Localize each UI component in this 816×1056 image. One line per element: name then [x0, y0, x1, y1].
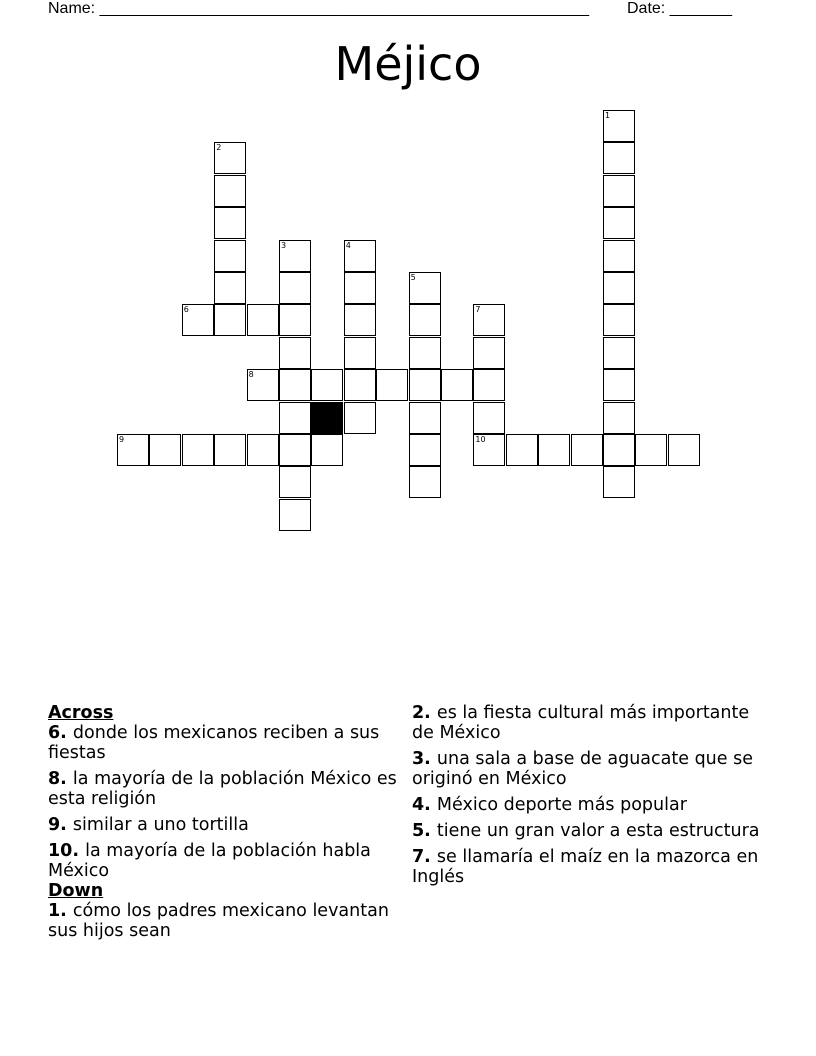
cell-number: 5 — [410, 273, 416, 282]
crossword-cell[interactable] — [603, 175, 635, 207]
crossword-cell[interactable] — [603, 369, 635, 401]
cell-number: 2 — [216, 143, 222, 153]
crossword-cell[interactable] — [279, 337, 311, 369]
crossword-cell[interactable] — [409, 402, 441, 434]
across-clue-list — [48, 723, 400, 881]
crossword-cell[interactable] — [344, 240, 376, 272]
clue-number: 6. — [48, 723, 67, 743]
clue-text: similar a uno tortilla — [72, 815, 249, 835]
crossword-cell[interactable] — [473, 369, 505, 401]
crossword-cell[interactable] — [668, 434, 700, 466]
crossword-cell[interactable] — [473, 304, 505, 336]
crossword-cell[interactable] — [409, 304, 441, 336]
clue-down-4 — [412, 795, 772, 815]
crossword-cell[interactable] — [279, 369, 311, 401]
cell-number: 8 — [248, 370, 254, 380]
clue-number: 10. — [48, 841, 80, 861]
crossword-cell[interactable] — [538, 434, 570, 466]
crossword-cell[interactable] — [214, 175, 246, 207]
clue-text: una sala a base de aguacate que se originó en México — [412, 749, 753, 789]
clue-down-1 — [48, 901, 400, 941]
date-field[interactable]: Date: _______ — [627, 0, 732, 17]
crossword-cell[interactable] — [473, 434, 505, 466]
clue-text: se llamaría el maíz en la mazorca en Inglés — [412, 847, 759, 887]
crossword-cell[interactable] — [247, 304, 279, 336]
cell-number: 1 — [605, 111, 611, 120]
clue-across-10 — [48, 841, 400, 881]
clues-column-right — [412, 703, 772, 893]
crossword-cell[interactable] — [279, 499, 311, 531]
crossword-cell[interactable] — [506, 434, 538, 466]
crossword-cell[interactable] — [311, 369, 343, 401]
clues-column-left — [48, 703, 400, 947]
down-heading: Down — [48, 881, 104, 901]
crossword-cell[interactable] — [311, 434, 343, 466]
cell-number: 4 — [345, 240, 351, 250]
cell-number: 3 — [281, 240, 287, 250]
crossword-cell[interactable] — [344, 304, 376, 336]
crossword-cell[interactable] — [279, 304, 311, 336]
crossword-cell[interactable] — [603, 110, 635, 142]
crossword-cell[interactable] — [409, 272, 441, 304]
crossword-cell[interactable] — [247, 369, 279, 401]
crossword-cell[interactable] — [603, 434, 635, 466]
clue-number: 5. — [412, 821, 431, 841]
crossword-cell[interactable] — [182, 434, 214, 466]
crossword-cell[interactable] — [344, 272, 376, 304]
page-title: Méjico — [334, 37, 482, 91]
cell-number: 10 — [475, 435, 486, 444]
clue-across-6 — [48, 723, 400, 763]
crossword-cell[interactable] — [409, 369, 441, 401]
crossword-cell[interactable] — [603, 272, 635, 304]
crossword-cell[interactable] — [635, 434, 667, 466]
crossword-cell[interactable] — [409, 434, 441, 466]
crossword-cell[interactable] — [409, 337, 441, 369]
clue-number: 1. — [48, 901, 67, 921]
crossword-cell[interactable] — [376, 369, 408, 401]
crossword-cell[interactable] — [279, 240, 311, 272]
crossword-cell[interactable] — [214, 304, 246, 336]
crossword-cell[interactable] — [344, 402, 376, 434]
across-heading: Across — [48, 703, 114, 723]
crossword-cell[interactable] — [214, 207, 246, 239]
crossword-cell[interactable] — [344, 369, 376, 401]
crossword-cell[interactable] — [571, 434, 603, 466]
crossword-cell[interactable] — [603, 337, 635, 369]
crossword-cell[interactable] — [603, 304, 635, 336]
crossword-cell[interactable] — [603, 207, 635, 239]
clue-down-2 — [412, 703, 772, 743]
crossword-cell[interactable] — [279, 434, 311, 466]
crossword-cell[interactable] — [214, 142, 246, 174]
name-field[interactable]: Name: _______________________________________________________ — [48, 0, 589, 17]
clue-text: México deporte más popular — [436, 795, 687, 815]
crossword-cell[interactable] — [603, 466, 635, 498]
clue-text: la mayoría de la población habla México — [48, 841, 371, 881]
crossword-cell[interactable] — [214, 240, 246, 272]
crossword-cell[interactable] — [214, 272, 246, 304]
crossword-cell[interactable] — [182, 304, 214, 336]
clue-text: cómo los padres mexicano levantan sus hijos sean — [48, 901, 389, 941]
clue-text: tiene un gran valor a esta estructura — [436, 821, 760, 841]
crossword-cell[interactable] — [603, 402, 635, 434]
clue-number: 7. — [412, 847, 431, 867]
clue-down-5 — [412, 821, 772, 841]
crossword-cell[interactable] — [117, 434, 149, 466]
crossword-cell[interactable] — [473, 337, 505, 369]
clue-number: 9. — [48, 815, 67, 835]
cell-number: 7 — [475, 305, 481, 315]
clue-down-3 — [412, 749, 772, 789]
clue-text: donde los mexicanos reciben a sus fiestas — [48, 723, 380, 763]
clue-number: 3. — [412, 749, 431, 769]
crossword-cell[interactable] — [279, 466, 311, 498]
clue-across-9 — [48, 815, 400, 835]
clue-text: la mayoría de la población México es esta religión — [48, 769, 397, 809]
clue-number: 2. — [412, 703, 431, 723]
clue-across-8 — [48, 769, 400, 809]
crossword-cell[interactable] — [279, 402, 311, 434]
crossword-cell[interactable] — [279, 272, 311, 304]
cell-number: 9 — [119, 435, 125, 444]
clue-down-7 — [412, 847, 772, 887]
clue-text: es la fiesta cultural más importante de México — [412, 703, 750, 743]
crossword-cell[interactable] — [409, 466, 441, 498]
crossword-cell[interactable] — [214, 434, 246, 466]
clue-number: 4. — [412, 795, 431, 815]
cell-number: 6 — [183, 305, 189, 315]
crossword-cell[interactable] — [473, 402, 505, 434]
clue-number: 8. — [48, 769, 67, 789]
crossword-cell[interactable] — [441, 369, 473, 401]
crossword-cell[interactable] — [603, 240, 635, 272]
crossword-black-cell — [311, 402, 343, 434]
crossword-cell[interactable] — [344, 337, 376, 369]
crossword-cell[interactable] — [247, 434, 279, 466]
crossword-cell[interactable] — [149, 434, 181, 466]
crossword-cell[interactable] — [603, 142, 635, 174]
